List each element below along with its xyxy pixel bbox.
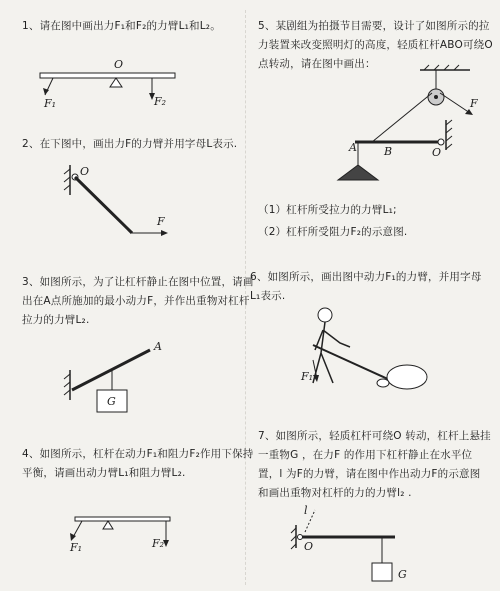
question-2-text [22, 135, 237, 154]
question-2-line: 2、在下图中，画出力F的力臂并用字母L表示. [22, 138, 238, 150]
lever-figure-1 [30, 55, 220, 115]
label-l: l [304, 504, 308, 517]
label-f: F [157, 215, 165, 228]
question-7-line-4: 和画出重物对杠杆的力的力臂l₂ . [258, 487, 412, 499]
question-4-line-2: 平衡，请画出动力臂L₁和阻力臂L₂. [22, 467, 186, 479]
lever-figure-5 [320, 65, 490, 195]
question-5-subparts [258, 201, 407, 242]
lever-figure-3 [62, 340, 182, 420]
label-f1: F₁ [70, 541, 83, 554]
label-f1: F₁ [44, 97, 57, 110]
question-6-text [250, 268, 482, 306]
question-4-line-1: 4、如图所示，杠杆在动力F₁和阻力F₂作用下保持 [22, 448, 254, 460]
question-7-line-3: 置，l 为F的力臂，请在图中作出动力F的示意图 [258, 468, 481, 480]
question-7-line-1: 7、如图所示，轻质杠杆可绕O 转动，杠杆上悬挂 [258, 430, 491, 442]
weight-box [372, 563, 392, 581]
question-7-text [258, 427, 491, 503]
question-1-text [22, 17, 221, 36]
question-6-line-1: 6、如图所示，画出图中动力F₁的力臂，并用字母 [250, 271, 482, 283]
question-3-line-2: 出在A点所施加的最小动力F，并作出重物对杠杆 [22, 295, 250, 307]
lever-rod [75, 177, 132, 233]
lever-figure-7 [290, 500, 430, 585]
rock [387, 365, 427, 389]
question-1-line: 1、请在图中画出力F₁和F₂的力臂L₁和L₂。 [22, 20, 221, 32]
pivot-circle [438, 139, 444, 145]
question-5-line-1: 5、某剧组为拍摄节目需要，设计了如图所示的拉 [258, 20, 490, 32]
question-3-text [22, 273, 254, 330]
label-a: A [349, 141, 357, 154]
label-o: O [432, 146, 442, 159]
rope-pull [440, 93, 470, 113]
label-o: O [114, 58, 124, 71]
question-5-line-2: 力装置来改变照明灯的高度，轻质杠杆ABO可绕O [258, 39, 493, 51]
question-5-line-3: 点转动，请在图中画出： [258, 58, 376, 70]
rope [372, 93, 432, 142]
pivot-circle [298, 535, 303, 540]
lever-bar [40, 73, 175, 78]
lever-figure-6 [295, 305, 445, 400]
question-4-text [22, 445, 253, 483]
question-5-sub-1: （1）杠杆所受拉力的力臂L₁; [258, 204, 397, 216]
label-g: G [107, 395, 116, 408]
label-a: A [154, 340, 162, 353]
question-3-line-3: 拉力的力臂L₂. [22, 314, 90, 326]
label-f: F [470, 97, 478, 110]
label-b: B [384, 145, 393, 158]
lamp-shade [338, 165, 378, 180]
person-head [318, 308, 332, 322]
label-f2: F₂ [154, 95, 167, 108]
label-f1: F₁ [301, 370, 314, 383]
lever-bar [75, 517, 170, 521]
lever-figure-2 [60, 165, 180, 245]
lever-figure-4 [60, 505, 190, 565]
question-5-sub-2: （2）杠杆所受阻力F₂的示意图. [258, 226, 408, 238]
small-stone [377, 379, 389, 387]
arrowhead [161, 230, 168, 236]
label-o: O [80, 165, 90, 178]
label-g: G [398, 568, 407, 581]
label-f2: F₂ [152, 537, 165, 550]
lever-rod [72, 350, 150, 390]
fulcrum-triangle [103, 521, 113, 529]
fulcrum-triangle [110, 78, 122, 87]
question-7-line-2: 一重物G ，在力F 的作用下杠杆静止在水平位 [258, 449, 473, 461]
question-3-line-1: 3、如图所示，为了让杠杆静止在图中位置，请画 [22, 276, 254, 288]
label-o: O [304, 540, 314, 553]
question-6-line-2: L₁表示. [250, 290, 286, 302]
